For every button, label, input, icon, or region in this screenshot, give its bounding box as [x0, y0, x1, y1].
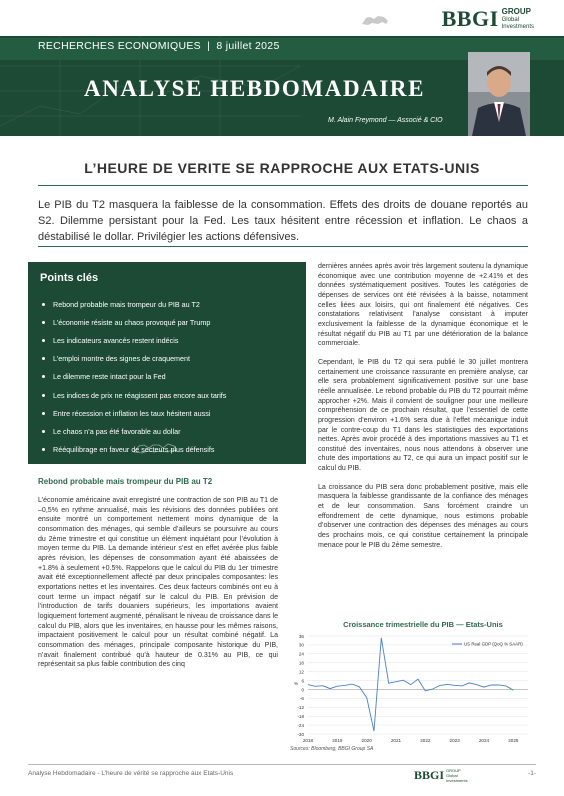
bullet-icon	[42, 448, 45, 451]
chart-source: Sources: Bloomberg, BBGI Group SA	[290, 746, 374, 752]
author-line: M. Alain Freymond — Associé & CIO	[328, 117, 443, 124]
key-point-item: Entre récession et inflation les taux hésitent aussi	[40, 404, 294, 422]
y-tick-label: -30	[297, 731, 304, 737]
paragraph: dernières années après avoir très largement soutenu la dynamique économique avec une contribution moyenne de +2.41% et des données systématiquement positives. Toutes les catégories de dépenses de services ont été révisées à la baisse, notamment celles liées aux loisirs, qui ont finalement été négatives. Ces constatations relativisent l’analyse consistant à imputer exclusivement la faiblesse de la dynamique économique et le résultat négatif du PIB au T1 par une détérioration de la balance commerciale.	[318, 263, 528, 348]
x-tick-label: 2019	[332, 738, 343, 743]
x-tick-label: 2022	[420, 738, 431, 743]
y-tick-label: -6	[299, 696, 304, 702]
banner-header	[38, 40, 280, 52]
bullet-icon	[42, 339, 45, 342]
logo	[442, 8, 534, 32]
bullet-icon	[42, 412, 45, 415]
x-tick-label: 2023	[449, 738, 460, 743]
y-tick-label: 24	[298, 651, 304, 657]
key-point-item: Rééquilibrage en faveur de secteurs plus défensifs	[40, 441, 294, 459]
x-tick-label: 2025	[508, 738, 519, 743]
y-tick-label: 6	[301, 678, 304, 684]
article-title: L’HEURE DE VERITE SE RAPPROCHE AUX ETATS-UNIS	[84, 160, 480, 176]
logo-group: GROUP Global Investments	[501, 7, 534, 30]
key-points-list	[40, 295, 294, 459]
intro-summary: Le PIB du T2 masquera la faiblesse de la consommation. Effets des droits de douane reportés au S2. Dilemme persistant pour la Fed. Les taux hésitent entre récession et inflation. Le chaos a déstabilisé le dollar. Privilégier les actions défensives.	[38, 199, 528, 243]
bullet-icon	[42, 321, 45, 324]
key-point-item: L’emploi montre des signes de craquement	[40, 350, 294, 368]
x-tick-label: 2018	[302, 738, 314, 743]
footer-divider	[28, 764, 536, 765]
left-column	[38, 496, 278, 679]
bullet-icon	[42, 303, 45, 306]
y-tick-label: 18	[298, 660, 304, 666]
footer-text: Analyse Hebdomadaire - L’heure de vérité se rapproche aux Etats-Unis	[28, 770, 234, 777]
bull-bear-icon	[360, 12, 390, 28]
y-tick-label: 30	[298, 642, 304, 648]
report-title: ANALYSE HEBDOMADAIRE	[84, 76, 426, 101]
header-separator: |	[207, 40, 211, 52]
y-tick-label: -24	[297, 722, 304, 728]
bullet-icon	[42, 430, 45, 433]
key-point-item: Les indicateurs avancés restent indécis	[40, 331, 294, 349]
section-label: RECHERCHES ECONOMIQUES	[38, 40, 201, 52]
title-divider	[38, 185, 528, 186]
page-number: -1-	[528, 770, 536, 777]
paragraph: L’économie américaine avait enregistré une contraction de son PIB au T1 de –0,5% en rythme annualisé, mais les révisions des données publiées ont ensuite montré un comportement nettement moins dynamique de la consommation des ménages, qui semble d’ailleurs se poursuivre au cours du 2ème trimestre et qui constitue un élément inquiétant pour l’évolution à moyen terme du PIB. La demande intérieur s’est en effet avérée plus faible après révision, les dépenses de consommation ayant été abaissées de +1.8% à seulement +0.5%. Rappelons que le calcul du PIB du 1er trimestre avait été exceptionnellement affecté par deux principales composantes: les exportations nettes et les inventaires. Ces deux facteurs combinés ont eu à court terme un impact négatif sur le calcul du PIB. En prévision de l’introduction de tarifs douaniers supérieurs, les importations avaient logiquement fortement augmenté, pénalisant le niveau de croissance dans le calcul du PIB, alors que les inventaires, en hausse pour les mêmes raisons, impactaient positivement le calcul pour un résultat combiné négatif. La consommation des ménages, principale composante historique du PIB, n’avait finalement contribué qu’à hauteur de 0.31% au PIB, ce qui représentait sa plus faible contribution des cinq	[38, 497, 278, 669]
key-point-item: Le dilemme reste intact pour la Fed	[40, 368, 294, 386]
series-line	[308, 638, 513, 731]
key-point-item: L’économie résiste au chaos provoqué par Trump	[40, 313, 294, 331]
gdp-chart	[286, 630, 536, 746]
logo-brand: BBGI	[441, 6, 499, 31]
footer-logo: BBGI GROUP Global Investments	[414, 768, 468, 783]
x-tick-label: 2021	[390, 738, 402, 743]
y-tick-label: -18	[297, 713, 304, 719]
legend-label: US Real GDP (QoQ % SAAR)	[464, 641, 523, 647]
footer	[0, 764, 564, 796]
y-tick-label: -12	[297, 705, 304, 711]
key-points-box	[28, 262, 306, 464]
right-column	[318, 262, 528, 559]
publication-date: 8 juillet 2025	[216, 40, 280, 52]
key-point-item: Rebond probable mais trompeur du PIB au T2	[40, 295, 294, 313]
paragraph: Cependant, le PIB du T2 qui sera publié le 30 juillet montrera certainement une croissance rassurante en première analyse, car elle sera probablement significativement positive sur une base réelle annualisée. Le rebond probable du PIB du T2 pourrait même approcher +2%. Mais il convient de souligner pour une meilleure compréhension de ce prochain résultat, que l’essentiel de cette progression d’environ +1.6% sera due à l’effet mécanique induit par le contre-coup du T1 dans les statistiques des exportations nettes. Après avoir procédé à des importations massives au T1 et constitué des inventaires, nous nous attendons à observer une chute des importations au T2, ce qui aura un impact positif sur le calcul du PIB.	[318, 358, 528, 473]
intro-divider	[38, 246, 528, 247]
chart-title: Croissance trimestrielle du PIB — Etats-Unis	[343, 620, 503, 629]
x-tick-label: 2020	[361, 738, 372, 743]
key-point-item: Le chaos n’a pas été favorable au dollar	[40, 422, 294, 440]
paragraph: La croissance du PIB sera donc probablement positive, mais elle masquera la faiblesse grandissante de la confiance des ménages et de leur consommation. Sans forcément craindre un effondrement de cette dynamique, nous estimons probable d’observer une contraction des dépenses des ménages au cours des prochains mois, ce qui constitue certainement la principale menace pour le PIB du 2ème semestre.	[318, 483, 528, 549]
key-points-title: Points clés	[40, 272, 99, 284]
bullet-icon	[42, 375, 45, 378]
section-heading: Rebond probable mais trompeur du PIB au T2	[38, 477, 213, 486]
bullet-icon	[42, 357, 45, 360]
bull-bear-icon	[132, 440, 178, 456]
y-tick-label: 0	[301, 687, 304, 693]
y-tick-label: 36	[298, 633, 304, 639]
key-point-item: Les indices de prix ne réagissent pas encore aux tarifs	[40, 386, 294, 404]
x-tick-label: 2024	[478, 738, 490, 743]
y-axis-label: %	[294, 681, 299, 686]
y-tick-label: 12	[298, 669, 304, 675]
bullet-icon	[42, 394, 45, 397]
author-portrait	[468, 52, 530, 136]
logo-strip	[0, 0, 564, 36]
